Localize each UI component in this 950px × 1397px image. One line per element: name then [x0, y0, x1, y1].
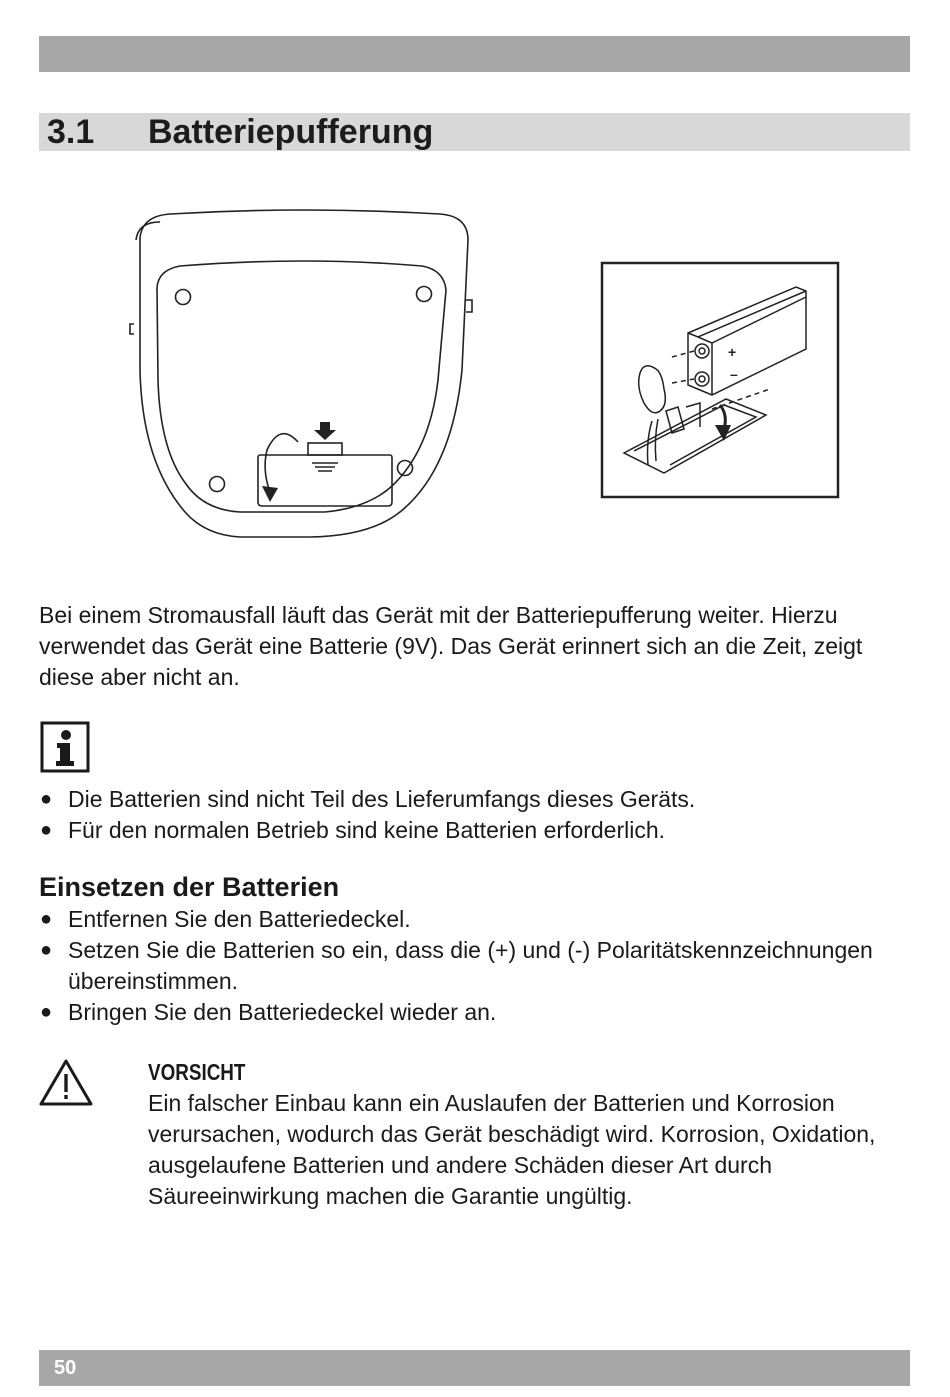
section-title: Batteriepufferung [148, 113, 434, 151]
bullet-icon: ● [40, 1001, 53, 1023]
list-item [39, 784, 899, 815]
battery-insert-illustration [600, 261, 840, 499]
battery-minus-label: – [730, 366, 738, 382]
list-item [39, 904, 899, 935]
step-text: Setzen Sie die Batterien so ein, dass die (+) und (-) Polaritätskennzeichnungen übereinstimmen. [68, 937, 873, 994]
bullet-icon: ● [40, 788, 53, 810]
top-header-bar [39, 36, 910, 72]
warning-icon [38, 1057, 94, 1107]
list-item [39, 935, 899, 997]
bullet-icon: ● [40, 939, 53, 961]
bullet-icon: ● [40, 819, 53, 841]
device-back-illustration [120, 200, 485, 560]
note-text: Für den normalen Betrieb sind keine Batterien erforderlich. [68, 817, 666, 843]
insert-heading: Einsetzen der Batterien [39, 872, 340, 902]
caution-label: VORSICHT [148, 1059, 246, 1085]
list-item [39, 997, 899, 1028]
info-icon [40, 721, 90, 773]
caution-text: Ein falscher Einbau kann ein Auslaufen der Batterien und Korrosion verursachen, wodurch das Gerät beschädigt wird. Korrosion, Oxidation, ausgelaufene Batterien und andere Schäden dieser Art durch Säureeinwirkung machen die Garantie ungültig. [148, 1090, 876, 1209]
note-text: Die Batterien sind nicht Teil des Lieferumfangs dieses Geräts. [68, 786, 696, 812]
step-text: Entfernen Sie den Batteriedeckel. [68, 906, 411, 932]
footer-bar [39, 1350, 910, 1386]
insert-steps-list [39, 904, 899, 1028]
step-text: Bringen Sie den Batteriedeckel wieder an. [68, 999, 497, 1025]
info-notes-list [39, 784, 899, 846]
intro-paragraph: Bei einem Stromausfall läuft das Gerät mit der Batteriepufferung weiter. Hierzu verwendet das Gerät eine Batterie (9V). Das Gerät erinnert sich an die Zeit, zeigt diese aber nicht an. [39, 602, 863, 690]
battery-plus-label: + [728, 344, 737, 360]
list-item [39, 815, 899, 846]
page-number: 50 [54, 1357, 77, 1379]
bullet-icon: ● [40, 908, 53, 930]
section-number: 3.1 [47, 113, 95, 151]
section-header [39, 113, 910, 151]
